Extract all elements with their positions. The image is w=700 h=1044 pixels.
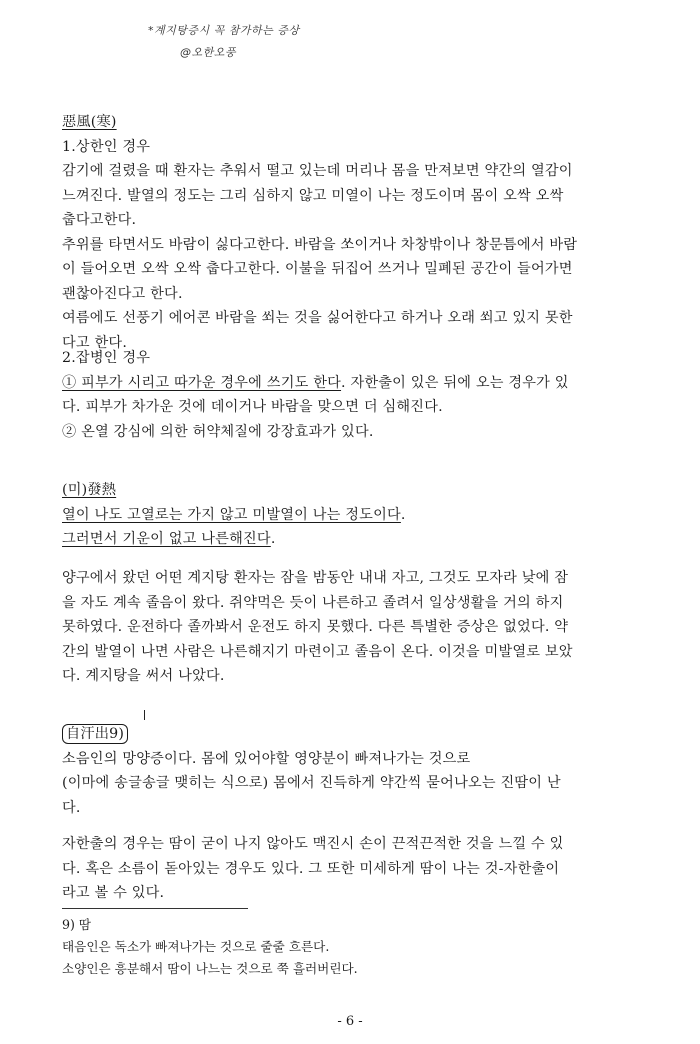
subsection-title-sanghan: 1.상한인 경우 (62, 138, 151, 155)
stray-mark (144, 710, 145, 720)
paragraph-line: 이 들어오면 오싹 오싹 춥다고한다. 이불을 뒤집어 쓰거나 밀폐된 공간이 들어가면 (62, 261, 573, 277)
paragraph-line: 다. 계지탕을 써서 나았다. (62, 668, 225, 684)
section-heading-jahan: 自汗出9) (62, 722, 642, 747)
footnote-separator (62, 908, 248, 909)
paragraph-line: 다. (62, 799, 81, 816)
paragraph-line: ① 피부가 시리고 따가운 경우에 쓰기도 한다. 자한출이 있은 뒤에 오는 경우가 있 (62, 374, 569, 391)
underlined-phrase: 열이 나도 고열로는 가지 않고 미발열이 나는 정도이다 (62, 506, 401, 523)
paragraph-line: 추위를 타면서도 바람이 싫다고한다. 바람을 쏘이거나 차창밖이나 창문틈에서 바람 (62, 236, 578, 253)
paragraph-line: 다. 피부가 차가운 것에 데이거나 바람을 맞으면 더 심해진다. (62, 399, 443, 415)
underlined-phrase: ① 피부가 시리고 따가운 경우에 쓰기도 한다 (62, 374, 342, 391)
paragraph-line: 소음인의 망양증이다. 몸에 있어야할 영양분이 빠져나가는 것으로 (62, 750, 471, 767)
paragraph-line: 자한출의 경우는 땀이 굳이 나지 않아도 맥진시 손이 끈적끈적한 것을 느낄 수 있 (62, 836, 564, 852)
footnote-line: 태음인은 독소가 빠져나가는 것으로 줄줄 흐른다. (62, 939, 330, 954)
paragraph-line: 춥다고한다. (62, 212, 137, 228)
case-paragraph (62, 566, 642, 689)
subsection-jabbyeong (62, 346, 642, 444)
page-number: - 6 - (337, 1014, 363, 1029)
handwritten-note-line2: @오한오풍 (180, 46, 237, 59)
footnote-label: 9) 땀 (62, 917, 92, 932)
footnote-line: 소양인은 흥분해서 땀이 나느는 것으로 쭉 흘러버린다. (62, 961, 358, 976)
paragraph-line: 괜찮아진다고 한다. (62, 285, 183, 302)
section-ohpung (62, 110, 642, 355)
section-mibal (62, 478, 642, 552)
handwritten-note-line1: *계지탕증시 꼭 참가하는 증상 (148, 24, 300, 37)
paragraph-line: 못하였다. 운전하다 졸까봐서 운전도 하지 못했다. 다른 특별한 증상은 없었다. 약 (62, 619, 569, 635)
paragraph-line: 여름에도 선풍기 에어콘 바람을 쐬는 것을 싫어한다고 하거나 오래 쐬고 있지 못한 (62, 310, 573, 326)
jahan-paragraph-2 (62, 832, 642, 906)
paragraph-line: 느껴진다. 발열의 정도는 그리 심하지 않고 미열이 나는 정도이며 몸이 오싹 오싹 (62, 187, 564, 204)
paragraph-line: 감기에 걸렸을 때 환자는 추워서 떨고 있는데 머리나 몸을 만져보면 약간의 열감이 (62, 163, 573, 179)
section-heading-ohpung: 惡風(寒) (62, 114, 117, 130)
subsection-title-jabbyeong: 2.잡병인 경우 (62, 350, 151, 366)
paragraph-line: 간의 발열이 나면 사람은 나른해지기 마련이고 졸음이 온다. 이것을 미발열로 보았 (62, 643, 573, 660)
paragraph-line: 열이 나도 고열로는 가지 않고 미발열이 나는 정도이다. (62, 506, 406, 523)
paragraph-line: 라고 볼 수 있다. (62, 885, 165, 901)
section-heading-mibal: (미)發熱 (62, 482, 117, 498)
paragraph-line: 양구에서 왔던 어떤 계지탕 환자는 잠을 밤동안 내내 자고, 그것도 모자라 낮에 잠 (62, 570, 569, 586)
paragraph-line: 다고 한다. (62, 334, 128, 351)
paragraph-line: 을 자도 계속 졸음이 왔다. 쥐약먹은 듯이 나른하고 졸려서 일상생활을 거의 하지 (62, 594, 564, 611)
paragraph-line: ② 온열 강심에 의한 허약체질에 강장효과가 있다. (62, 423, 374, 440)
paragraph-line: 다. 혹은 소름이 돋아있는 경우도 있다. 그 또한 미세하게 땀이 나는 것-자한출이 (62, 860, 560, 877)
paragraph-line: 그러면서 기운이 없고 나른해진다. (62, 531, 276, 547)
underlined-phrase: 그러면서 기운이 없고 나른해진다 (62, 531, 271, 547)
section-jahan (62, 722, 642, 820)
paragraph-line: (이마에 송글송글 맺히는 식으로) 몸에서 진득하게 약간씩 묻어나오는 진땀이 난 (62, 775, 561, 791)
